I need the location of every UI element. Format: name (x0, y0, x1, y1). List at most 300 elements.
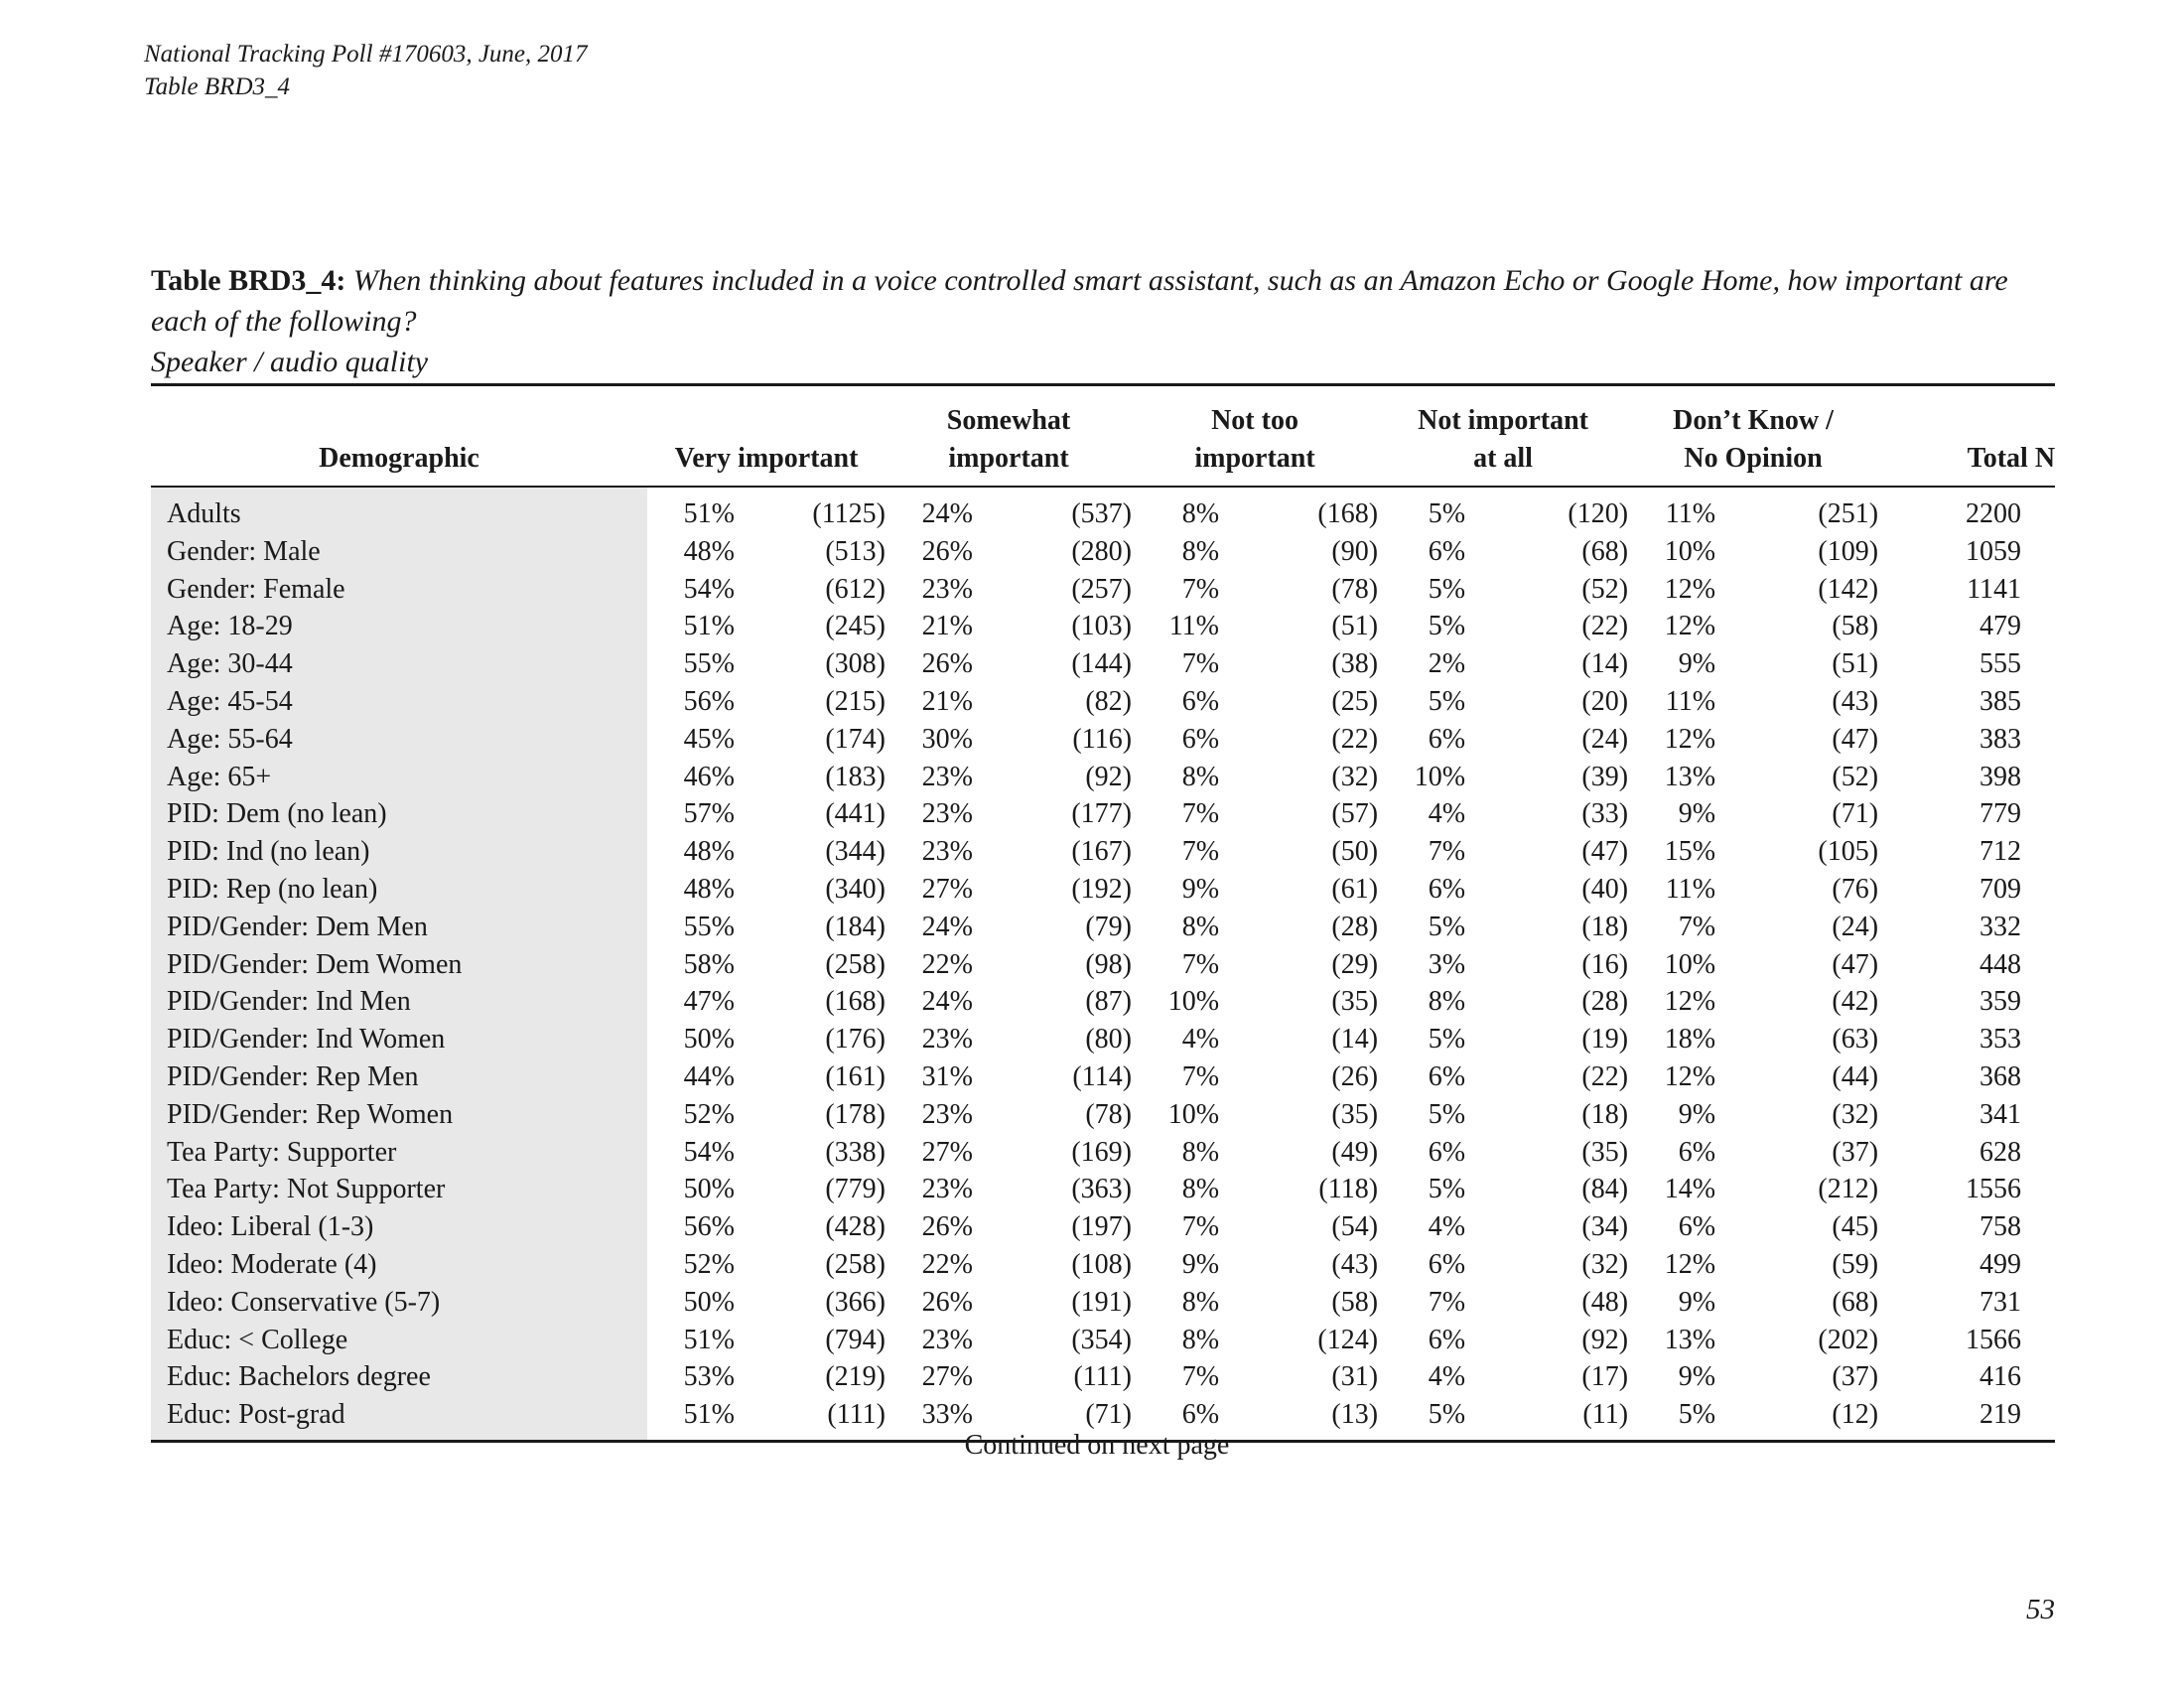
caption-label: Table BRD3_4: (151, 264, 346, 297)
table-row (151, 1246, 2055, 1284)
cell-somewhat-important-n: (92) (1085, 761, 1133, 792)
cell-dont-know-n: (202) (1818, 1324, 1879, 1355)
cell-not-too-important-n: (58) (1331, 1286, 1379, 1318)
cell-not-too-important-n: (31) (1331, 1361, 1379, 1393)
cell-not-too-important-n: (124) (1317, 1324, 1379, 1355)
cell-somewhat-important-n: (197) (1071, 1211, 1133, 1243)
row-label: Age: 18-29 (151, 608, 647, 645)
cell-very-important-pct: 45% (683, 723, 735, 755)
cell-very-important-n: (176) (825, 1024, 886, 1055)
cell-very-important-pct: 48% (683, 873, 735, 905)
row-label: Educ: Bachelors degree (151, 1358, 647, 1396)
cell-not-important-at-all-pct: 7% (1428, 1286, 1466, 1318)
cell-not-important-at-all-n: (11) (1582, 1399, 1629, 1431)
cell-very-important-n: (258) (825, 948, 886, 980)
cell-not-important-at-all-pct: 5% (1428, 611, 1466, 642)
cell-not-too-important-n: (118) (1318, 1174, 1379, 1205)
cell-somewhat-important-n: (71) (1085, 1399, 1133, 1431)
cell-dont-know-n: (63) (1832, 1024, 1879, 1055)
cell-not-important-at-all-n: (28) (1581, 986, 1629, 1018)
cell-dont-know-pct: 12% (1664, 1060, 1716, 1092)
col-header-demographic: Demographic (151, 385, 647, 488)
cell-very-important-n: (178) (825, 1098, 886, 1130)
cell-somewhat-important-n: (167) (1071, 836, 1133, 868)
cell-very-important-pct: 53% (683, 1361, 735, 1393)
cell-dont-know-pct: 9% (1678, 1098, 1716, 1130)
cell-not-important-at-all-pct: 5% (1428, 685, 1466, 717)
row-label: PID/Gender: Dem Men (151, 909, 647, 946)
cell-somewhat-important-pct: 23% (921, 1174, 973, 1205)
cell-not-important-at-all-pct: 5% (1428, 911, 1466, 942)
table-row (151, 795, 2055, 833)
cell-somewhat-important-n: (116) (1072, 723, 1133, 755)
cell-total-n: 359 (1979, 986, 2022, 1018)
row-label: Adults (151, 495, 647, 533)
col-header-nottoo-line1: Not too (1211, 405, 1298, 436)
spacer-cell (647, 487, 2055, 495)
cell-somewhat-important-pct: 27% (921, 873, 973, 905)
cell-not-important-at-all-pct: 7% (1428, 836, 1466, 868)
cell-very-important-n: (441) (825, 798, 886, 830)
cell-total-n: 628 (1979, 1136, 2022, 1168)
col-header-dk-line1: Don’t Know / (1673, 405, 1834, 436)
cell-dont-know-pct: 5% (1678, 1399, 1716, 1431)
cell-dont-know-n: (44) (1832, 1060, 1879, 1092)
cell-not-important-at-all-pct: 5% (1428, 1024, 1466, 1055)
table-row (151, 608, 2055, 645)
table-row (151, 1021, 2055, 1058)
cell-somewhat-important-pct: 24% (921, 911, 973, 942)
cell-somewhat-important-n: (280) (1071, 535, 1133, 567)
cell-not-important-at-all-pct: 8% (1428, 986, 1466, 1018)
cell-somewhat-important-pct: 30% (921, 723, 973, 755)
cell-not-too-important-n: (49) (1331, 1136, 1379, 1168)
cell-very-important-n: (215) (825, 685, 886, 717)
cell-not-too-important-n: (14) (1331, 1024, 1379, 1055)
cell-dont-know-pct: 11% (1665, 498, 1716, 529)
col-header-notatall-line1: Not important (1418, 405, 1588, 436)
cell-dont-know-n: (52) (1832, 761, 1879, 792)
cell-somewhat-important-n: (257) (1071, 573, 1133, 605)
table-row (151, 533, 2055, 571)
cell-not-important-at-all-pct: 6% (1428, 535, 1466, 567)
cell-very-important-pct: 58% (683, 948, 735, 980)
cell-somewhat-important-pct: 23% (921, 573, 973, 605)
cell-somewhat-important-pct: 33% (921, 1399, 973, 1431)
cell-total-n: 555 (1979, 648, 2022, 680)
cell-dont-know-n: (59) (1832, 1248, 1879, 1280)
header-row (151, 385, 2055, 488)
cell-total-n: 779 (1979, 798, 2022, 830)
cell-not-important-at-all-pct: 5% (1428, 573, 1466, 605)
cell-not-important-at-all-n: (47) (1581, 836, 1629, 868)
col-header-dk-line2: No Opinion (1684, 443, 1823, 474)
cell-somewhat-important-pct: 23% (921, 798, 973, 830)
cell-dont-know-pct: 18% (1664, 1024, 1716, 1055)
cell-not-too-important-pct: 11% (1168, 611, 1220, 642)
cell-dont-know-n: (251) (1818, 498, 1879, 529)
table-row (151, 645, 2055, 683)
cell-somewhat-important-n: (108) (1071, 1248, 1133, 1280)
cell-not-too-important-n: (26) (1331, 1060, 1379, 1092)
cell-not-important-at-all-n: (39) (1581, 761, 1629, 792)
cell-not-important-at-all-n: (19) (1581, 1024, 1629, 1055)
cell-not-too-important-pct: 6% (1181, 685, 1220, 717)
table-row (151, 683, 2055, 721)
cell-very-important-n: (174) (825, 723, 886, 755)
cell-very-important-n: (338) (825, 1136, 886, 1168)
cell-very-important-pct: 48% (683, 836, 735, 868)
cell-not-important-at-all-pct: 6% (1428, 1324, 1466, 1355)
table-row (151, 1322, 2055, 1359)
cell-dont-know-n: (45) (1832, 1211, 1879, 1243)
cell-somewhat-important-n: (80) (1085, 1024, 1133, 1055)
spacer-row (151, 487, 2055, 495)
cell-not-too-important-pct: 9% (1181, 1248, 1220, 1280)
cell-somewhat-important-n: (79) (1085, 911, 1133, 942)
row-label: PID: Rep (no lean) (151, 871, 647, 909)
cell-dont-know-n: (212) (1818, 1174, 1879, 1205)
continued-text: Continued on next page (964, 1430, 1230, 1461)
cell-not-important-at-all-pct: 5% (1428, 498, 1466, 529)
continued-note (0, 1430, 2184, 1462)
table-row (151, 1096, 2055, 1134)
cell-somewhat-important-n: (537) (1071, 498, 1133, 529)
cell-not-too-important-n: (35) (1331, 986, 1379, 1018)
cell-dont-know-pct: 12% (1664, 573, 1716, 605)
cell-dont-know-n: (47) (1832, 948, 1879, 980)
cell-somewhat-important-pct: 26% (921, 648, 973, 680)
col-header-notatall-line2: at all (1473, 443, 1533, 474)
cell-dont-know-pct: 9% (1678, 1361, 1716, 1393)
cell-not-too-important-pct: 7% (1181, 948, 1220, 980)
cell-dont-know-n: (105) (1818, 836, 1879, 868)
cell-dont-know-pct: 7% (1678, 911, 1716, 942)
row-label: Educ: < College (151, 1322, 647, 1359)
cell-dont-know-pct: 6% (1678, 1211, 1716, 1243)
row-label: Tea Party: Supporter (151, 1134, 647, 1172)
cell-not-important-at-all-pct: 6% (1428, 873, 1466, 905)
row-label: Gender: Female (151, 571, 647, 609)
cell-total-n: 219 (1979, 1399, 2022, 1431)
cell-somewhat-important-pct: 26% (921, 535, 973, 567)
row-label: PID/Gender: Rep Women (151, 1096, 647, 1134)
cell-dont-know-n: (12) (1832, 1399, 1879, 1431)
cell-dont-know-pct: 9% (1678, 648, 1716, 680)
cell-somewhat-important-pct: 21% (921, 611, 973, 642)
table-row (151, 1284, 2055, 1322)
cell-not-important-at-all-pct: 6% (1428, 1136, 1466, 1168)
cell-somewhat-important-n: (78) (1085, 1098, 1133, 1130)
cell-very-important-n: (184) (825, 911, 886, 942)
cell-not-too-important-pct: 10% (1167, 986, 1220, 1018)
cell-very-important-pct: 55% (683, 911, 735, 942)
cell-dont-know-n: (42) (1832, 986, 1879, 1018)
cell-somewhat-important-pct: 26% (921, 1286, 973, 1318)
cell-not-too-important-pct: 7% (1181, 1361, 1220, 1393)
cell-not-too-important-n: (90) (1331, 535, 1379, 567)
cell-not-too-important-n: (43) (1331, 1248, 1379, 1280)
cell-total-n: 479 (1979, 611, 2022, 642)
row-label: PID/Gender: Rep Men (151, 1058, 647, 1096)
col-header-very-important (647, 385, 886, 488)
col-header-very-important-text: Very important (674, 443, 859, 474)
cell-not-too-important-pct: 7% (1181, 573, 1220, 605)
cell-very-important-n: (366) (825, 1286, 886, 1318)
cell-total-n: 1566 (1966, 1324, 2022, 1355)
cell-not-important-at-all-pct: 2% (1428, 648, 1466, 680)
cell-not-important-at-all-n: (84) (1581, 1174, 1629, 1205)
cell-not-too-important-n: (29) (1331, 948, 1379, 980)
cell-not-important-at-all-n: (34) (1581, 1211, 1629, 1243)
cell-very-important-n: (168) (825, 986, 886, 1018)
cell-not-important-at-all-n: (48) (1581, 1286, 1629, 1318)
cell-somewhat-important-n: (191) (1071, 1286, 1133, 1318)
cell-very-important-pct: 55% (683, 648, 735, 680)
cell-somewhat-important-n: (87) (1085, 986, 1133, 1018)
cell-not-important-at-all-n: (68) (1581, 535, 1629, 567)
cell-not-too-important-n: (51) (1331, 611, 1379, 642)
cell-dont-know-n: (51) (1832, 648, 1879, 680)
row-label: Age: 65+ (151, 759, 647, 796)
cell-not-too-important-n: (13) (1331, 1399, 1379, 1431)
cell-very-important-n: (111) (827, 1399, 886, 1431)
cell-somewhat-important-n: (144) (1071, 648, 1133, 680)
cell-very-important-pct: 50% (683, 1286, 735, 1318)
cell-very-important-n: (794) (825, 1324, 886, 1355)
cell-not-important-at-all-pct: 6% (1428, 1060, 1466, 1092)
row-label: PID/Gender: Dem Women (151, 946, 647, 984)
caption-subtitle: Speaker / audio quality (151, 346, 429, 378)
cell-not-too-important-n: (61) (1331, 873, 1379, 905)
table-row (151, 871, 2055, 909)
cell-not-too-important-n: (25) (1331, 685, 1379, 717)
cell-very-important-n: (1125) (812, 498, 886, 529)
cell-very-important-pct: 57% (683, 798, 735, 830)
cell-not-important-at-all-pct: 4% (1428, 798, 1466, 830)
cell-somewhat-important-pct: 22% (921, 948, 973, 980)
cell-dont-know-n: (76) (1832, 873, 1879, 905)
cell-dont-know-n: (68) (1832, 1286, 1879, 1318)
cell-total-n: 731 (1979, 1286, 2022, 1318)
cell-very-important-n: (340) (825, 873, 886, 905)
cell-dont-know-pct: 12% (1664, 723, 1716, 755)
cell-dont-know-pct: 13% (1664, 1324, 1716, 1355)
cell-total-n: 398 (1979, 761, 2022, 792)
cell-very-important-pct: 46% (683, 761, 735, 792)
crosstab-table (151, 383, 2055, 1447)
cell-dont-know-n: (43) (1832, 685, 1879, 717)
cell-not-too-important-pct: 7% (1181, 798, 1220, 830)
cell-dont-know-n: (58) (1832, 611, 1879, 642)
cell-not-too-important-n: (168) (1317, 498, 1379, 529)
cell-not-too-important-n: (35) (1331, 1098, 1379, 1130)
cell-very-important-pct: 51% (683, 1324, 735, 1355)
cell-very-important-pct: 56% (683, 685, 735, 717)
row-label: Age: 55-64 (151, 721, 647, 759)
cell-not-important-at-all-n: (40) (1581, 873, 1629, 905)
cell-somewhat-important-n: (169) (1071, 1136, 1133, 1168)
cell-somewhat-important-pct: 27% (921, 1361, 973, 1393)
table-row (151, 571, 2055, 609)
cell-very-important-pct: 44% (683, 1060, 735, 1092)
cell-somewhat-important-n: (192) (1071, 873, 1133, 905)
cell-very-important-n: (308) (825, 648, 886, 680)
cell-very-important-pct: 48% (683, 535, 735, 567)
cell-not-too-important-pct: 8% (1181, 1324, 1220, 1355)
cell-not-important-at-all-pct: 10% (1414, 761, 1466, 792)
cell-very-important-n: (245) (825, 611, 886, 642)
cell-not-important-at-all-n: (32) (1581, 1248, 1629, 1280)
cell-not-too-important-n: (28) (1331, 911, 1379, 942)
cell-not-too-important-pct: 7% (1181, 836, 1220, 868)
table-row (151, 1358, 2055, 1396)
cell-dont-know-n: (47) (1832, 723, 1879, 755)
cell-total-n: 712 (1979, 836, 2022, 868)
table-row (151, 759, 2055, 796)
cell-dont-know-pct: 13% (1664, 761, 1716, 792)
cell-not-important-at-all-pct: 5% (1428, 1174, 1466, 1205)
table-row (151, 721, 2055, 759)
cell-very-important-pct: 52% (683, 1098, 735, 1130)
cell-not-important-at-all-n: (18) (1581, 911, 1629, 942)
cell-dont-know-n: (71) (1832, 798, 1879, 830)
cell-somewhat-important-pct: 23% (921, 1024, 973, 1055)
cell-dont-know-pct: 9% (1678, 798, 1716, 830)
table-row (151, 1134, 2055, 1172)
cell-not-important-at-all-n: (24) (1581, 723, 1629, 755)
cell-not-important-at-all-n: (52) (1581, 573, 1629, 605)
caption-question: When thinking about features included in a voice controlled smart assistant, such as an Amazon Echo or Google Home, how important are each of the following? (151, 264, 2008, 338)
cell-very-important-n: (612) (825, 573, 886, 605)
cell-not-important-at-all-pct: 3% (1428, 948, 1466, 980)
cell-not-important-at-all-pct: 6% (1428, 1248, 1466, 1280)
cell-total-n: 2200 (1966, 498, 2022, 529)
cell-not-too-important-pct: 8% (1181, 911, 1220, 942)
cell-total-n: 499 (1979, 1248, 2022, 1280)
cell-not-too-important-pct: 6% (1181, 1399, 1220, 1431)
cell-somewhat-important-pct: 24% (921, 986, 973, 1018)
col-header-nottoo-line2: important (1194, 443, 1315, 474)
cell-somewhat-important-pct: 23% (921, 761, 973, 792)
cell-dont-know-n: (109) (1818, 535, 1879, 567)
cell-total-n: 368 (1979, 1060, 2022, 1092)
cell-total-n: 416 (1979, 1361, 2022, 1393)
cell-somewhat-important-pct: 22% (921, 1248, 973, 1280)
cell-very-important-pct: 54% (683, 1136, 735, 1168)
cell-dont-know-pct: 6% (1678, 1136, 1716, 1168)
row-label: Age: 30-44 (151, 645, 647, 683)
cell-total-n: 383 (1979, 723, 2022, 755)
row-label: PID: Ind (no lean) (151, 833, 647, 871)
cell-not-too-important-pct: 9% (1181, 873, 1220, 905)
table-row (151, 833, 2055, 871)
cell-very-important-n: (183) (825, 761, 886, 792)
table-row (151, 1058, 2055, 1096)
cell-dont-know-pct: 10% (1664, 535, 1716, 567)
cell-not-important-at-all-n: (35) (1581, 1136, 1629, 1168)
crosstab-table-wrap (151, 383, 2055, 1447)
row-label: Tea Party: Not Supporter (151, 1171, 647, 1208)
table-row (151, 946, 2055, 984)
cell-not-too-important-pct: 7% (1181, 648, 1220, 680)
col-header-somewhat-line2: important (948, 443, 1069, 474)
cell-not-important-at-all-pct: 6% (1428, 723, 1466, 755)
cell-not-too-important-n: (54) (1331, 1211, 1379, 1243)
cell-somewhat-important-n: (103) (1071, 611, 1133, 642)
cell-very-important-n: (161) (825, 1060, 886, 1092)
col-header-not-important-at-all (1378, 385, 1628, 488)
poll-title: National Tracking Poll #170603, June, 2017 (144, 41, 588, 68)
cell-very-important-n: (344) (825, 836, 886, 868)
table-row (151, 1208, 2055, 1246)
table-caption (151, 260, 2067, 382)
col-header-somewhat-important (886, 385, 1132, 488)
cell-not-too-important-pct: 4% (1181, 1024, 1220, 1055)
cell-not-too-important-pct: 8% (1181, 1286, 1220, 1318)
cell-not-too-important-pct: 6% (1181, 723, 1220, 755)
cell-not-important-at-all-n: (20) (1581, 685, 1629, 717)
cell-very-important-pct: 51% (683, 611, 735, 642)
cell-very-important-n: (513) (825, 535, 886, 567)
table-row (151, 1171, 2055, 1208)
cell-somewhat-important-pct: 24% (921, 498, 973, 529)
cell-dont-know-n: (32) (1832, 1098, 1879, 1130)
cell-not-too-important-pct: 7% (1181, 1211, 1220, 1243)
cell-not-important-at-all-n: (17) (1581, 1361, 1629, 1393)
cell-not-too-important-pct: 8% (1181, 761, 1220, 792)
cell-somewhat-important-n: (354) (1071, 1324, 1133, 1355)
cell-very-important-pct: 50% (683, 1024, 735, 1055)
cell-total-n: 709 (1979, 873, 2022, 905)
cell-somewhat-important-n: (114) (1072, 1060, 1133, 1092)
cell-dont-know-pct: 15% (1664, 836, 1716, 868)
cell-not-important-at-all-n: (120) (1568, 498, 1629, 529)
cell-very-important-n: (219) (825, 1361, 886, 1393)
cell-somewhat-important-pct: 21% (921, 685, 973, 717)
cell-dont-know-pct: 9% (1678, 1286, 1716, 1318)
cell-dont-know-pct: 12% (1664, 611, 1716, 642)
cell-very-important-pct: 50% (683, 1174, 735, 1205)
spacer-cell (151, 487, 647, 495)
cell-total-n: 758 (1979, 1211, 2022, 1243)
cell-not-important-at-all-n: (18) (1581, 1098, 1629, 1130)
cell-somewhat-important-pct: 31% (921, 1060, 973, 1092)
cell-dont-know-pct: 12% (1664, 986, 1716, 1018)
cell-somewhat-important-pct: 26% (921, 1211, 973, 1243)
cell-very-important-pct: 52% (683, 1248, 735, 1280)
cell-somewhat-important-n: (111) (1073, 1361, 1133, 1393)
cell-total-n: 353 (1979, 1024, 2022, 1055)
page-number: 53 (2026, 1594, 2055, 1625)
table-body (151, 487, 2055, 1441)
cell-somewhat-important-pct: 27% (921, 1136, 973, 1168)
col-header-dont-know (1628, 385, 1878, 488)
cell-not-too-important-pct: 8% (1181, 498, 1220, 529)
cell-not-important-at-all-n: (16) (1581, 948, 1629, 980)
cell-not-too-important-n: (22) (1331, 723, 1379, 755)
cell-total-n: 448 (1979, 948, 2022, 980)
table-row (151, 495, 2055, 533)
running-header (144, 38, 588, 103)
cell-very-important-pct: 47% (683, 986, 735, 1018)
cell-very-important-pct: 54% (683, 573, 735, 605)
cell-total-n: 341 (1979, 1098, 2022, 1130)
row-label: PID/Gender: Ind Men (151, 983, 647, 1021)
cell-total-n: 1141 (1967, 573, 2022, 605)
cell-not-too-important-pct: 10% (1167, 1098, 1220, 1130)
table-row (151, 909, 2055, 946)
